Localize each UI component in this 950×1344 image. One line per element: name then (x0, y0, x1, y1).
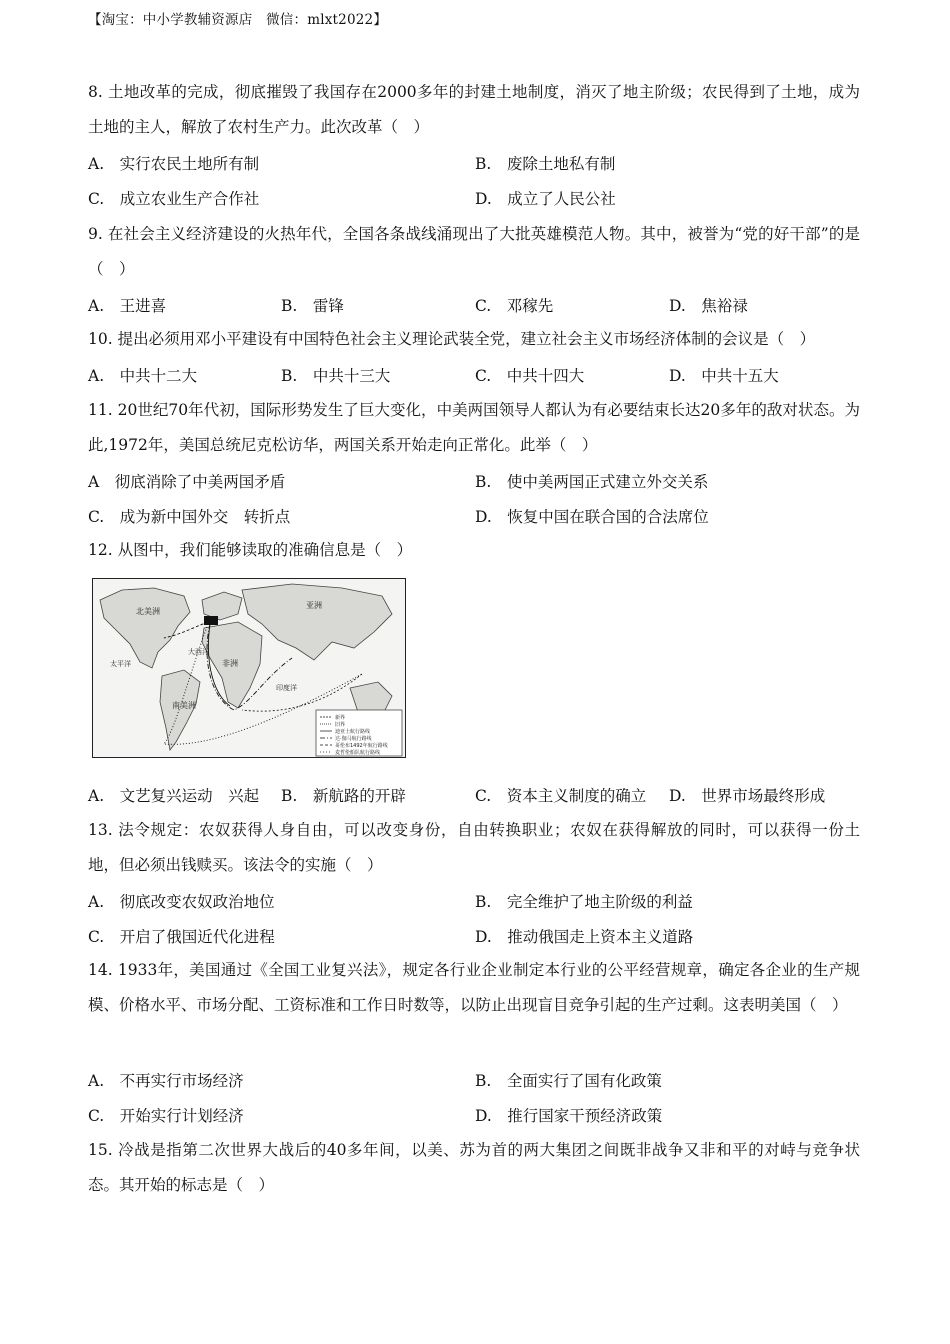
option-a: A. 文艺复兴运动 兴起 (88, 787, 260, 805)
option-d: D. 推动俄国走上资本主义道路 (475, 928, 694, 946)
label-south-america: 南美洲 (172, 701, 196, 710)
label-africa: 非洲 (222, 659, 238, 668)
option-a: A 彻底消除了中美两国矛盾 (88, 473, 286, 491)
option-d: D. 中共十五大 (669, 367, 779, 385)
question-13-stem: 13. 法令规定：农奴获得人身自由，可以改变身份，自由转换职业；农奴在获得解放的同时，可以获得一份土地，但必须出钱赎买。该法令的实施（ ） (88, 821, 860, 874)
legend-item: 哥伦布1492年航行路线 (335, 743, 388, 749)
option-b: B. 使中美两国正式建立外交关系 (475, 473, 709, 491)
legend-item: 旧界 (335, 722, 346, 728)
spain-portugal-marker (204, 616, 218, 625)
legend-item: 迪亚士航行路线 (335, 729, 371, 735)
option-d: D. 恢复中国在联合国的合法席位 (475, 508, 709, 526)
new-routes-map (92, 578, 406, 758)
legend-item: 麦哲伦船队航行路线 (335, 750, 381, 756)
option-b: B. 中共十三大 (281, 367, 391, 385)
question-9-stem: 9. 在社会主义经济建设的火热年代，全国各条战线涌现出了大批英雄模范人物。其中，被誉为“党的好干部”的是（ ） (88, 225, 860, 278)
question-10-stem: 10. 提出必须用邓小平建设有中国特色社会主义理论武装全党，建立社会主义市场经济体制的会议是（ ） (88, 330, 816, 348)
label-north-america: 北美洲 (136, 607, 160, 616)
question-9-options (88, 294, 868, 318)
label-indian: 印度洋 (276, 684, 297, 692)
question-15-stem: 15. 冷战是指第二次世界大战后的40多年间，以美、苏为首的两大集团之间既非战争又非和平的对峙与竞争状态。其开始的标志是（ ） (88, 1141, 860, 1194)
question-12-options (88, 784, 868, 808)
option-a: A. 中共十二大 (88, 367, 198, 385)
option-b: B. 雷锋 (281, 297, 344, 315)
question-8-options (88, 152, 868, 176)
question-13-options (88, 890, 868, 914)
option-a: A. 王进喜 (88, 297, 167, 315)
question-14-options-2 (88, 1104, 868, 1128)
option-a: A. 实行农民土地所有制 (88, 155, 260, 173)
question-12-stem: 12. 从图中，我们能够读取的准确信息是（ ） (88, 541, 413, 559)
question-10-options (88, 364, 868, 388)
option-c: C. 成为新中国外交 转折点 (88, 508, 291, 526)
question-11-options (88, 470, 868, 494)
option-d: D. 成立了人民公社 (475, 190, 616, 208)
label-pacific: 太平洋 (110, 660, 131, 668)
option-b: B. 新航路的开辟 (281, 787, 406, 805)
option-c: C. 资本主义制度的确立 (475, 787, 647, 805)
option-a: A. 不再实行市场经济 (88, 1072, 244, 1090)
option-c: C. 邓稼先 (475, 297, 554, 315)
label-asia: 亚洲 (306, 601, 322, 610)
question-13-options-2 (88, 925, 868, 949)
legend-item: 新界 (335, 715, 346, 721)
option-b: B. 全面实行了国有化政策 (475, 1072, 662, 1090)
question-11-options-2 (88, 505, 868, 529)
question-8-options-2 (88, 187, 868, 211)
option-d: D. 推行国家干预经济政策 (475, 1107, 663, 1125)
option-c: C. 中共十四大 (475, 367, 585, 385)
legend-item: 达·伽马航行路线 (335, 736, 372, 742)
question-11-stem: 11. 20世纪70年代初，国际形势发生了巨大变化，中美两国领导人都认为有必要结束长达20多年的敌对状态。为此,1972年，美国总统尼克松访华，两国关系开始走向正常化。此举（ ） (88, 401, 860, 454)
option-c: C. 成立农业生产合作社 (88, 190, 260, 208)
option-c: C. 开启了俄国近代化进程 (88, 928, 275, 946)
option-b: B. 完全维护了地主阶级的利益 (475, 893, 693, 911)
option-d: D. 世界市场最终形成 (669, 787, 826, 805)
option-d: D. 焦裕禄 (669, 297, 748, 315)
label-atlantic: 大西洋 (188, 648, 209, 656)
question-8-stem: 8. 土地改革的完成，彻底摧毁了我国存在2000多年的封建土地制度，消灭了地主阶级；农民得到了土地，成为土地的主人，解放了农村生产力。此次改革（ ） (88, 83, 860, 136)
page-header: 【淘宝：中小学教辅资源店 微信：mlxt2022】 (88, 12, 388, 28)
option-b: B. 废除土地私有制 (475, 155, 616, 173)
question-14-options (88, 1069, 868, 1093)
option-a: A. 彻底改变农奴政治地位 (88, 893, 275, 911)
option-c: C. 开始实行计划经济 (88, 1107, 244, 1125)
question-14-stem: 14. 1933年，美国通过《全国工业复兴法》，规定各行业企业制定本行业的公平经营规章，确定各企业的生产规模、价格水平、市场分配、工资标准和工作日时数等，以防止出现盲目竞争引起的生产过剩。这表明美国（ ） (88, 961, 860, 1014)
